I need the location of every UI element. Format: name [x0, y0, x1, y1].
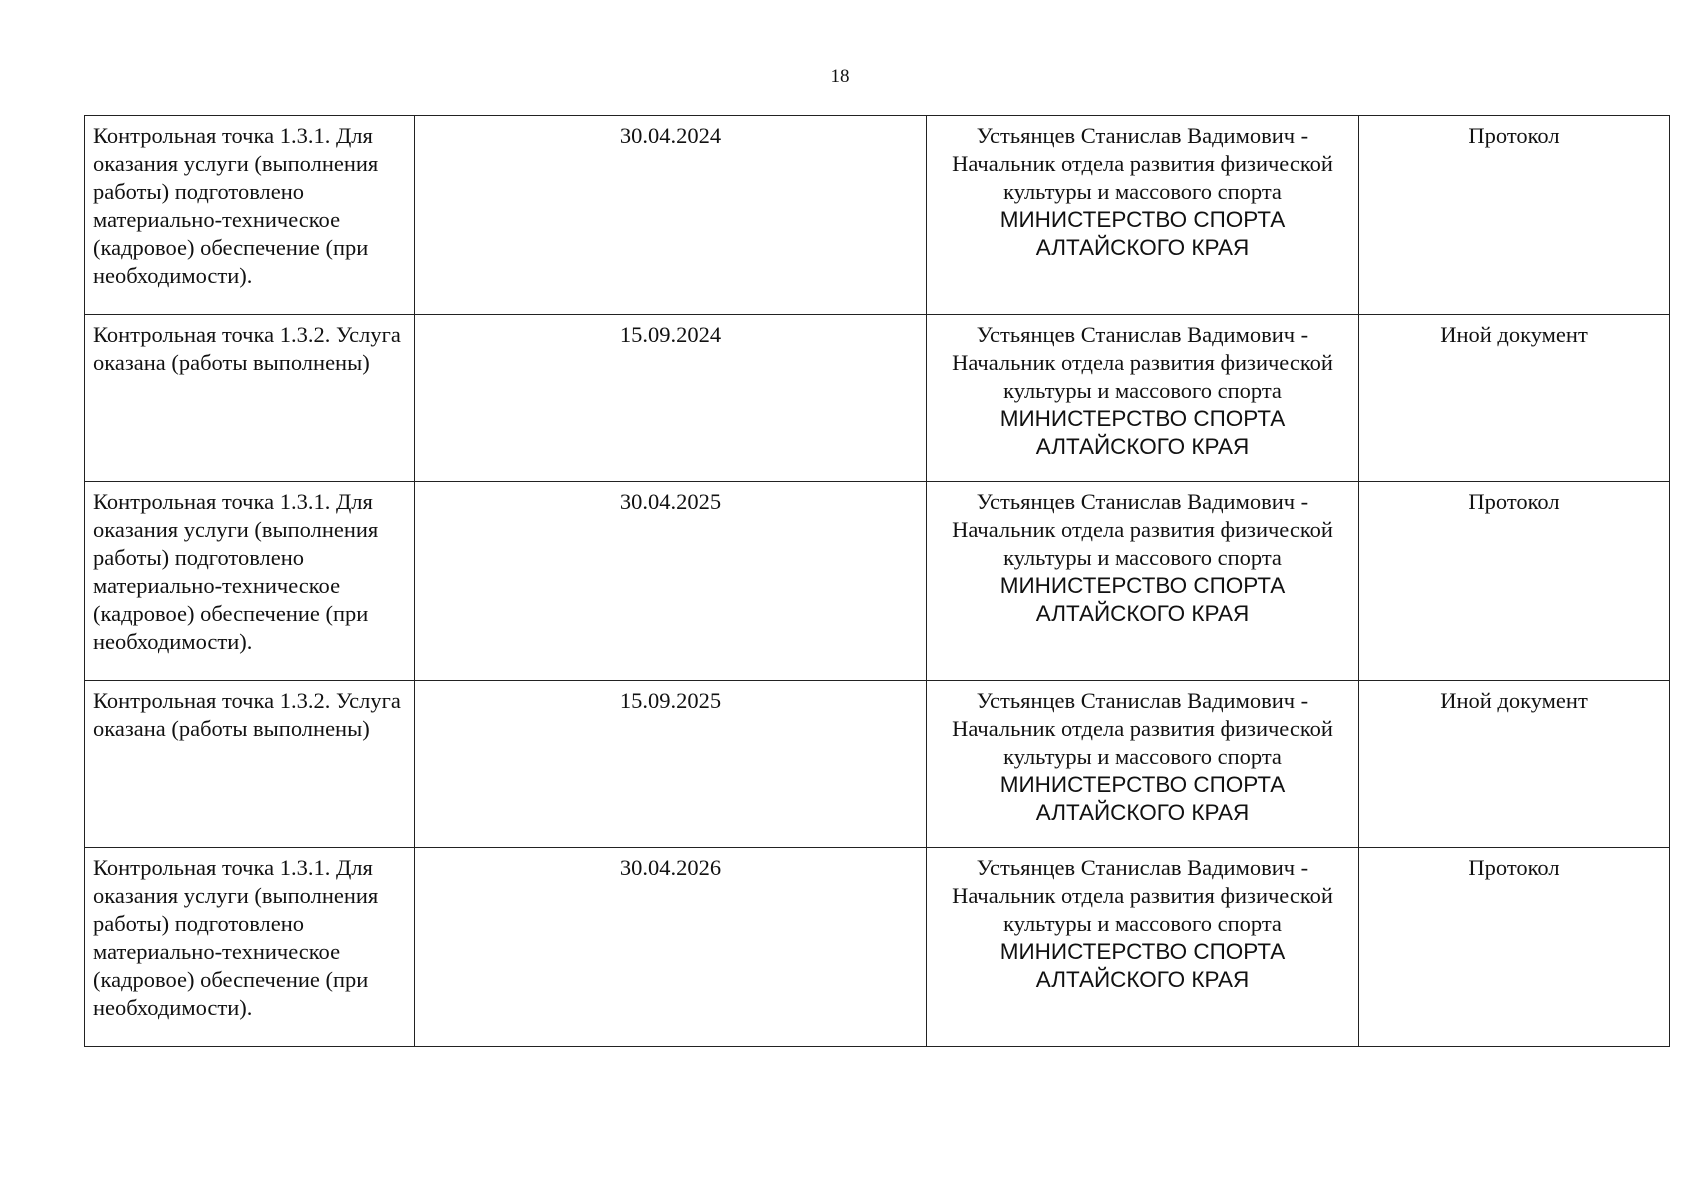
table-row: [85, 848, 1670, 1047]
responsible-person: Устьянцев Станислав Вадимович - Начальник отдела развития физической культуры и массового спорта: [952, 489, 1333, 570]
date-cell: 15.09.2024: [415, 315, 927, 482]
document-type-cell: Протокол: [1359, 116, 1670, 315]
responsible-person: Устьянцев Станислав Вадимович - Начальник отдела развития физической культуры и массового спорта: [952, 688, 1333, 769]
control-point-cell: Контрольная точка 1.3.2. Услуга оказана (работы выполнены): [85, 681, 415, 848]
table-row: [85, 681, 1670, 848]
responsible-person: Устьянцев Станислав Вадимович - Начальник отдела развития физической культуры и массового спорта: [952, 855, 1333, 936]
control-point-cell: Контрольная точка 1.3.1. Для оказания услуги (выполнения работы) подготовлено материально-техническое (кадровое) обеспечение (при необходимости).: [85, 482, 415, 681]
date-cell: 30.04.2026: [415, 848, 927, 1047]
date-cell: 15.09.2025: [415, 681, 927, 848]
control-point-cell: Контрольная точка 1.3.1. Для оказания услуги (выполнения работы) подготовлено материально-техническое (кадровое) обеспечение (при необходимости).: [85, 848, 415, 1047]
document-type-cell: Иной документ: [1359, 315, 1670, 482]
control-point-cell: Контрольная точка 1.3.2. Услуга оказана (работы выполнены): [85, 315, 415, 482]
responsible-organization: МИНИСТЕРСТВО СПОРТА АЛТАЙСКОГО КРАЯ: [999, 939, 1286, 992]
document-type-cell: Протокол: [1359, 482, 1670, 681]
table-row: [85, 482, 1670, 681]
responsible-organization: МИНИСТЕРСТВО СПОРТА АЛТАЙСКОГО КРАЯ: [999, 207, 1286, 260]
responsible-cell: [927, 315, 1359, 482]
responsible-organization: МИНИСТЕРСТВО СПОРТА АЛТАЙСКОГО КРАЯ: [999, 772, 1286, 825]
responsible-person: Устьянцев Станислав Вадимович - Начальник отдела развития физической культуры и массового спорта: [952, 322, 1333, 403]
table-row: [85, 315, 1670, 482]
control-point-cell: Контрольная точка 1.3.1. Для оказания услуги (выполнения работы) подготовлено материально-техническое (кадровое) обеспечение (при необходимости).: [85, 116, 415, 315]
responsible-cell: [927, 848, 1359, 1047]
responsible-organization: МИНИСТЕРСТВО СПОРТА АЛТАЙСКОГО КРАЯ: [999, 406, 1286, 459]
table-row: [85, 116, 1670, 315]
date-cell: 30.04.2024: [415, 116, 927, 315]
document-type-cell: Иной документ: [1359, 681, 1670, 848]
responsible-person: Устьянцев Станислав Вадимович - Начальник отдела развития физической культуры и массового спорта: [952, 123, 1333, 204]
date-cell: 30.04.2025: [415, 482, 927, 681]
document-type-cell: Протокол: [1359, 848, 1670, 1047]
page-number: 18: [830, 66, 850, 87]
responsible-organization: МИНИСТЕРСТВО СПОРТА АЛТАЙСКОГО КРАЯ: [999, 573, 1286, 626]
control-points-table: [84, 115, 1670, 1047]
responsible-cell: [927, 681, 1359, 848]
responsible-cell: [927, 116, 1359, 315]
responsible-cell: [927, 482, 1359, 681]
